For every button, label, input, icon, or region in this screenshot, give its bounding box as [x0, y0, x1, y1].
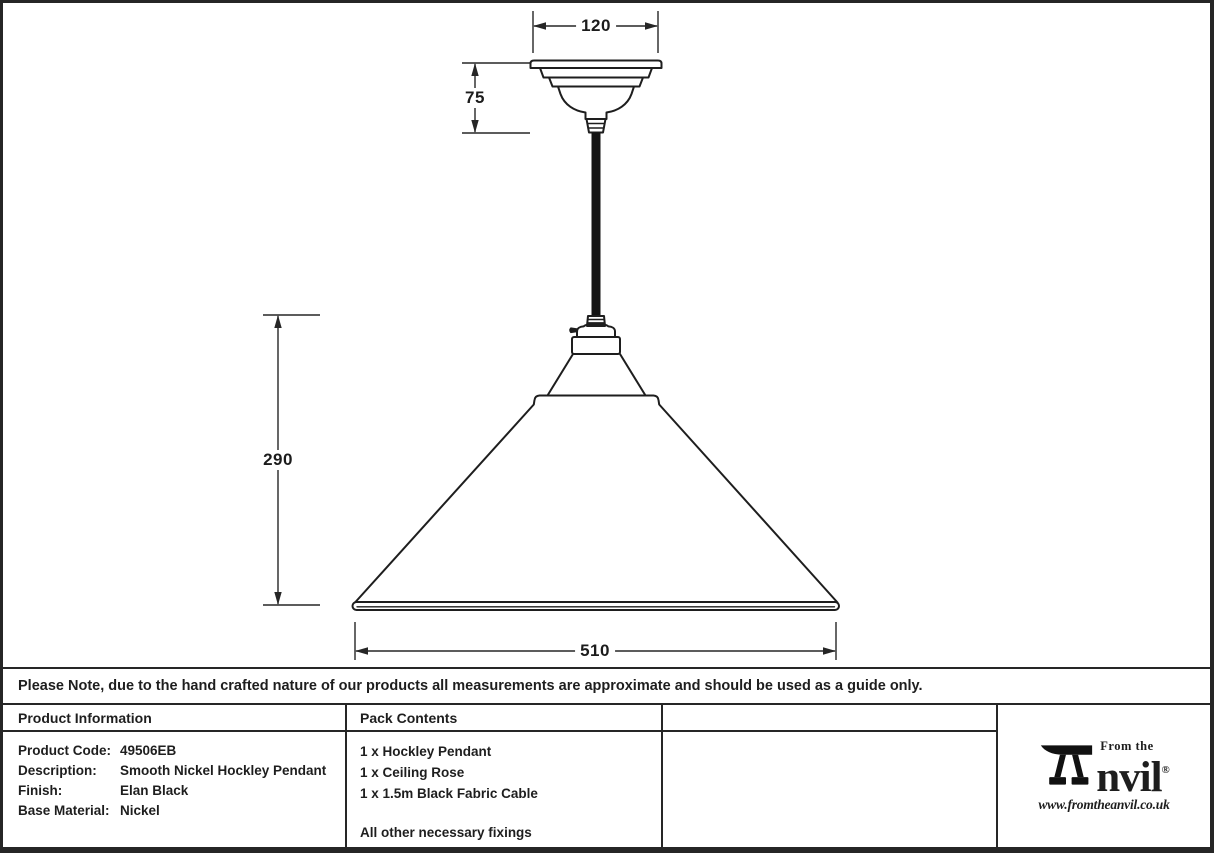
pack-contents-footer: All other necessary fixings [360, 825, 532, 840]
measurement-note-text: Please Note, due to the hand crafted nature of our products all measurements are approximate and should be used as a guide only. [18, 678, 923, 694]
dim-label-shade-height: 290 [258, 450, 298, 470]
logo-brand-text [1096, 754, 1170, 801]
base-material-label: Base Material: [18, 803, 110, 818]
ceiling-rose-shape [531, 61, 662, 133]
pendant-outline [353, 61, 840, 611]
base-material-value: Nickel [120, 803, 160, 818]
logo-wordmark [1096, 739, 1170, 801]
product-information-header: Product Information [3, 705, 347, 732]
logo-tagline: From the [1100, 739, 1154, 753]
measurement-note-row [3, 667, 1210, 703]
finish-value: Elan Black [120, 783, 189, 798]
logo-top-row [1026, 739, 1182, 801]
dim-label-shade-diameter: 510 [575, 641, 615, 661]
empty-body-cell [663, 732, 998, 847]
product-info-row [18, 761, 345, 781]
pack-contents-item: 1 x Hockley Pendant [360, 744, 492, 759]
product-info-row [18, 801, 345, 821]
empty-header-cell [663, 705, 998, 732]
dimension-annotations [263, 11, 836, 660]
product-code-value: 49506EB [120, 743, 177, 758]
fabric-cable [592, 133, 601, 317]
from-the-anvil-logo [1026, 739, 1182, 813]
logo-website: www.fromtheanvil.co.uk [1038, 797, 1170, 812]
registered-trademark-symbol: ® [1161, 764, 1170, 776]
finish-label: Finish: [18, 783, 63, 798]
logo-brand-suffix: nvil [1096, 754, 1162, 801]
product-code-label: Product Code: [18, 743, 111, 758]
dim-label-rose-height: 75 [460, 88, 490, 108]
product-info-row [18, 741, 345, 761]
pack-contents-body [347, 732, 663, 847]
shade-shape [353, 354, 840, 610]
description-label: Description: [18, 763, 97, 778]
product-info-row [18, 781, 345, 801]
description-value: Smooth Nickel Hockley Pendant [120, 763, 327, 778]
brand-logo-cell [998, 705, 1210, 847]
product-information-body [3, 732, 347, 847]
pack-contents-item: 1 x 1.5m Black Fabric Cable [360, 786, 538, 801]
pack-contents-item: 1 x Ceiling Rose [360, 765, 465, 780]
dim-label-rose-width: 120 [576, 16, 616, 36]
pack-contents-header: Pack Contents [347, 705, 663, 732]
spec-table [3, 703, 1210, 847]
lamp-holder-shape [570, 316, 620, 354]
anvil-icon [1038, 741, 1094, 789]
